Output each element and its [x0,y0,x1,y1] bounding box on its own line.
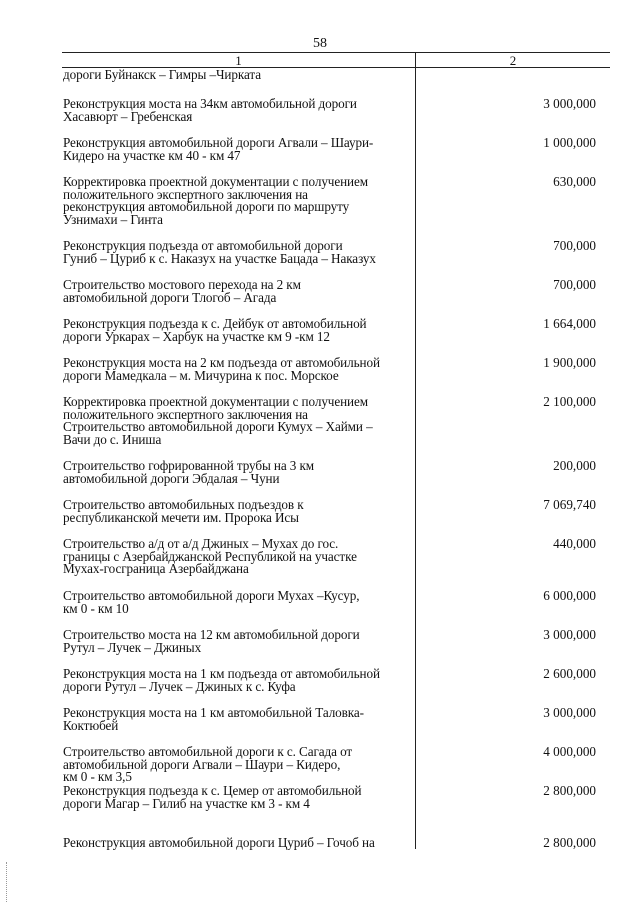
amount-value: 6 000,000 [543,588,596,603]
name-line: Корректировка проектной документации с получением [63,394,369,409]
table-row [63,707,610,732]
road-object-name [63,240,408,265]
name-line: Строительство автомобильных подъездов к [63,497,304,512]
name-line: республиканской мечети им. Пророка Исы [63,509,299,525]
name-line: Реконструкция автомобильной дороги Агвали – Шаури- [63,135,374,150]
road-object-name [63,357,408,382]
road-object-name [63,590,408,615]
table-row [63,240,610,265]
name-line: Корректировка проектной документации с получением [63,174,369,189]
road-object-name [63,69,408,82]
table-row [63,396,610,446]
road-object-name [63,538,408,576]
amount-value: 3 000,000 [543,627,596,642]
amount-value: 700,000 [553,238,596,253]
road-object-name [63,668,408,693]
name-line: Строительство автомобильной дороги к с. Сагада от [63,744,353,759]
amount-value: 3 000,000 [543,96,596,111]
amount-value: 2 100,000 [543,394,596,409]
name-line: реконструкция автомобильной дороги по маршруту [63,199,350,214]
amount-value: 2 800,000 [543,835,596,850]
amount-value: 700,000 [553,277,596,292]
road-object-name [63,176,408,226]
amount-value: 1 000,000 [543,135,596,150]
name-line: границы с Азербайджанской Республикой на участке [63,548,357,564]
road-object-name [63,98,408,123]
name-line: км 0 - км 3,5 [63,769,132,784]
name-line: Строительство а/д от а/д Джиных – Мухах до гос. [63,536,339,551]
road-object-name [63,837,408,850]
name-line: Строительство автомобильной дороги Мухах –Кусур, [63,588,360,603]
table-row [63,590,610,615]
name-line: Реконструкция подъезда к с. Дейбук от автомобильной [63,316,367,331]
name-line: положительного экспертного заключения на [63,406,308,422]
table-row [63,629,610,654]
margin-dots [6,862,11,902]
name-line: дороги Магар – Гилиб на участке км 3 - км 4 [63,795,310,811]
name-line: Реконструкция моста на 1 км подъезда от автомобильной [63,666,380,681]
table-row [63,668,610,693]
table-row [63,746,610,784]
name-line: Кидеро на участке км 40 - км 47 [63,147,241,163]
name-line: Строительство моста на 12 км автомобильной дороги [63,627,360,642]
name-line: Строительство мостового перехода на 2 км [63,277,301,292]
name-line: Реконструкция моста на 1 км автомобильной Таловка- [63,705,364,720]
name-line: автомобильной дороги Эбдалая – Чуни [63,470,280,486]
name-line: Строительство автомобильной дороги Кумух – Хайми – [63,419,373,434]
table-row [63,137,610,162]
road-object-name [63,785,408,810]
road-object-name [63,396,408,446]
table-row [63,538,610,576]
table-row [63,357,610,382]
name-line: Реконструкция моста на 2 км подъезда от автомобильной [63,355,380,370]
table-row [63,69,610,82]
name-line: Мухах-госграница Азербайджана [63,561,249,576]
table-row [63,785,610,810]
name-line: дороги Буйнакск – Гимры –Чирката [63,67,261,82]
road-object-name [63,629,408,654]
amount-value: 440,000 [553,536,596,551]
table-row [63,318,610,343]
road-object-name [63,499,408,524]
table-row [63,499,610,524]
name-line: Реконструкция моста на 34км автомобильной дороги [63,96,357,111]
road-object-name [63,318,408,343]
page-number: 58 [313,36,327,51]
table-row [63,176,610,226]
amount-value: 7 069,740 [543,497,596,512]
table-row [63,98,610,123]
road-object-name [63,707,408,732]
name-line: положительного экспертного заключения на [63,186,308,202]
name-line: автомобильной дороги Агвали – Шаури – Кидеро, [63,756,341,772]
road-object-name [63,746,408,784]
column-header-1: 1 [235,53,242,68]
name-line: Реконструкция подъезда к с. Цемер от автомобильной [63,783,362,798]
amount-value: 630,000 [553,174,596,189]
amount-value: 200,000 [553,458,596,473]
table-row [63,279,610,304]
amount-value: 1 900,000 [543,355,596,370]
table-row [63,837,610,850]
amount-value: 1 664,000 [543,316,596,331]
name-line: автомобильной дороги Тлогоб – Агада [63,289,277,305]
name-line: км 0 - км 10 [63,600,129,616]
road-object-name [63,137,408,162]
road-object-name [63,460,408,485]
name-line: Гуниб – Цуриб к с. Наказух на участке Бацада – Наказух [63,250,376,266]
road-object-name [63,279,408,304]
name-line: дороги Рутул – Лучек – Джиных к с. Куфа [63,678,296,694]
amount-value: 3 000,000 [543,705,596,720]
amount-value: 2 600,000 [543,666,596,681]
name-line: дороги Мамедкала – м. Мичурина к пос. Морское [63,367,339,383]
name-line: Рутул – Лучек – Джиных [63,639,202,655]
name-line: Вачи до с. Иниша [63,431,162,447]
name-line: Реконструкция автомобильной дороги Цуриб – Гочоб на [63,835,375,850]
table-row [63,460,610,485]
name-line: Хасавюрт – Гребенская [63,108,193,124]
amount-value: 2 800,000 [543,783,596,798]
name-line: Узнимахи – Гинта [63,211,163,227]
name-line: дороги Уркарах – Харбук на участке км 9 -км 12 [63,328,330,344]
name-line: Коктюбей [63,717,119,733]
amount-value: 4 000,000 [543,744,596,759]
name-line: Реконструкция подъезда от автомобильной дороги [63,238,343,253]
column-header-2: 2 [509,53,517,68]
name-line: Строительство гофрированной трубы на 3 км [63,458,315,473]
